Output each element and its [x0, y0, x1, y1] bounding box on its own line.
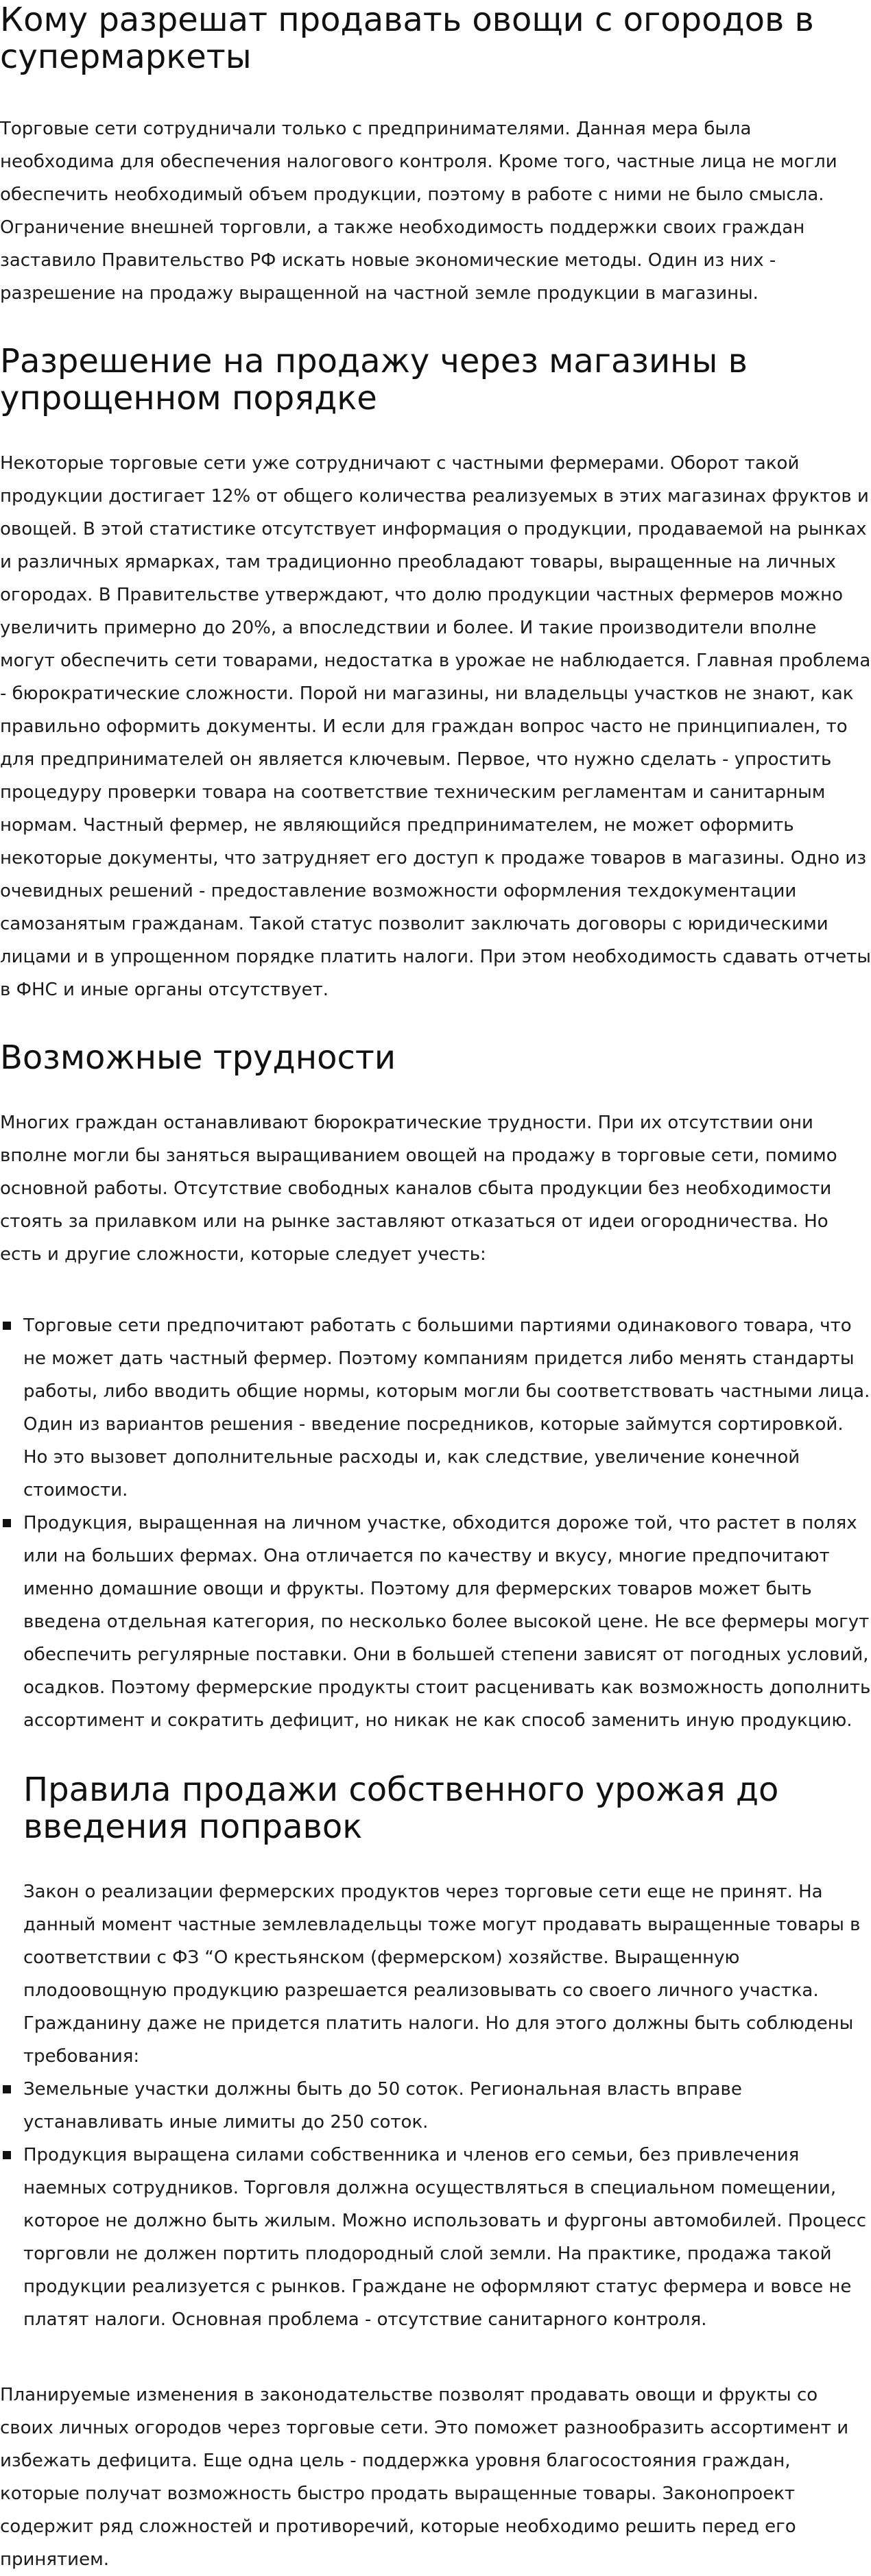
section-paragraph-sales-rules: Закон о реализации фермерских продуктов через торговые сети еще не принят. На данный момент частные землевладельцы тоже могут продавать выращенные товары в соответствии с ФЗ “О крестьянском (фермерском) хозяйстве. Выращенную плодоовощную продукцию разрешается реализовывать со своего личного участка. Гражданину даже не придется платить налоги. Но для этого должны быть соблюдены требования:	[23, 1882, 861, 2067]
section-heading-simplified-sales: Разрешение на продажу через магазины в упрощенном порядке	[0, 342, 748, 417]
bullet-square-icon	[3, 2151, 11, 2159]
list-item-text: Продукция, выращенная на личном участке, обходится дороже той, что растет в полях или на больших фермах. Она отличается по качеству и вкусу, многие предпочитают именно домашние овощи и фрукты. Поэтому для фермерских товаров может быть введена отдельная категория, по несколько более высокой цене. Не все фермеры могут обеспечить регулярные поставки. Они в большей степени зависят от погодных условий, осадков. Поэтому фермерские продукты стоит расценивать как возможность дополнить ассортимент и сократить дефицит, но никак не как способ заменить иную продукцию.	[23, 1513, 871, 1731]
list-item	[0, 1309, 871, 1507]
section-heading-difficulties: Возможные трудности	[0, 1038, 396, 1077]
list-item	[0, 2073, 871, 2139]
section-paragraph-simplified-sales: Некоторые торговые сети уже сотрудничают с частными фермерами. Оборот такой продукции достигает 12% от общего количества реализуемых в этих магазинах фруктов и овощей. В этой статистике отсутствует информация о продукции, продаваемой на рынках и различных ярмарках, там традиционно преобладают товары, выращенные на личных огородах. В Правительстве утверждают, что долю продукции частных фермеров можно увеличить примерно до 20%, а впоследствии и более. И такие производители вполне могут обеспечить сети товарами, недостатка в урожае не наблюдается. Главная проблема - бюрократические сложности. Порой ни магазины, ни владельцы участков не знают, как правильно оформить документы. И если для граждан вопрос часто не принципиален, то для предпринимателей он является ключевым. Первое, что нужно сделать - упростить процедуру проверки товара на соответствие техническим регламентам и санитарным нормам. Частный фермер, не являющийся предпринимателем, не может оформить некоторые документы, что затрудняет его доступ к продаже товаров в магазины. Одно из очевидных решений - предоставление возможности оформления техдокументации самозанятым гражданам. Такой статус позволит заключать договоры с юридическими лицами и в упрощенном порядке платить налоги. При этом необходимость сдавать отчеты в ФНС и иные органы отсутствует.	[0, 453, 871, 1000]
bullet-square-icon	[3, 1519, 11, 1527]
conclusion-paragraph: Планируемые изменения в законодательстве позволят продавать овощи и фрукты со своих личных огородов через торговые сети. Это поможет разнообразить ассортимент и избежать дефицита. Еще одна цель - поддержка уровня благосостояния граждан, которые получат возможность быстро продать выращенные товары. Законопроект содержит ряд сложностей и противоречий, которые необходимо решить перед его принятием.	[0, 2385, 849, 2570]
nested-section-rules	[0, 1771, 871, 2073]
list-item	[0, 2139, 871, 2336]
intro-paragraph: Торговые сети сотрудничали только с предпринимателями. Данная мера была необходима для обеспечения налогового контроля. Кроме того, частные лица не могли обеспечить необходимый объем продукции, поэтому в работе с ними не было смысла. Ограничение внешней торговли, а также необходимость поддержки своих граждан заставило Правительство РФ искать новые экономические методы. Один из них - разрешение на продажу выращенной на частной земле продукции в магазины.	[0, 119, 837, 304]
list-item-text: Торговые сети предпочитают работать с большими партиями одинакового товара, что не может дать частный фермер. Поэтому компаниям придется либо менять стандарты работы, либо вводить общие нормы, которым могли бы соответствовать частными лица. Один из вариантов решения - введение посредников, которые займутся сортировкой. Но это вызовет дополнительные расходы и, как следствие, увеличение конечной стоимости.	[23, 1315, 870, 1500]
list-item-text: Продукция выращена силами собственника и членов его семьи, без привлечения наемных сотрудников. Торговля должна осуществляться в специальном помещении, которое не должно быть жилым. Можно использовать и фургоны автомобилей. Процесс торговли не должен портить плодородный слой земли. На практике, продажа такой продукции реализуется с рынков. Граждане не оформляют статус фермера и вовсе не платят налоги. Основная проблема - отсутствие санитарного контроля.	[23, 2145, 866, 2330]
list-item	[0, 1507, 871, 1737]
bullet-square-icon	[3, 2085, 11, 2093]
requirements-list	[0, 2073, 871, 2336]
list-item-text: Земельные участки должны быть до 50 соток. Региональная власть вправе устанавливать иные лимиты до 250 соток.	[23, 2079, 742, 2133]
section-paragraph-difficulties: Многих граждан останавливают бюрократические трудности. При их отсутствии они вполне могли бы заняться выращиванием овощей на продажу в торговые сети, помимо основной работы. Отсутствие свободных каналов сбыта продукции без необходимости стоять за прилавком или на рынке заставляют отказаться от идеи огородничества. Но есть и другие сложности, которые следует учесть:	[0, 1113, 837, 1265]
difficulties-list	[0, 1309, 871, 1737]
article-title: Кому разрешат продавать овощи с огородов в супермаркеты	[0, 1, 814, 76]
section-heading-sales-rules: Правила продажи собственного урожая до введения поправок	[23, 1771, 779, 1846]
bullet-square-icon	[3, 1322, 11, 1330]
